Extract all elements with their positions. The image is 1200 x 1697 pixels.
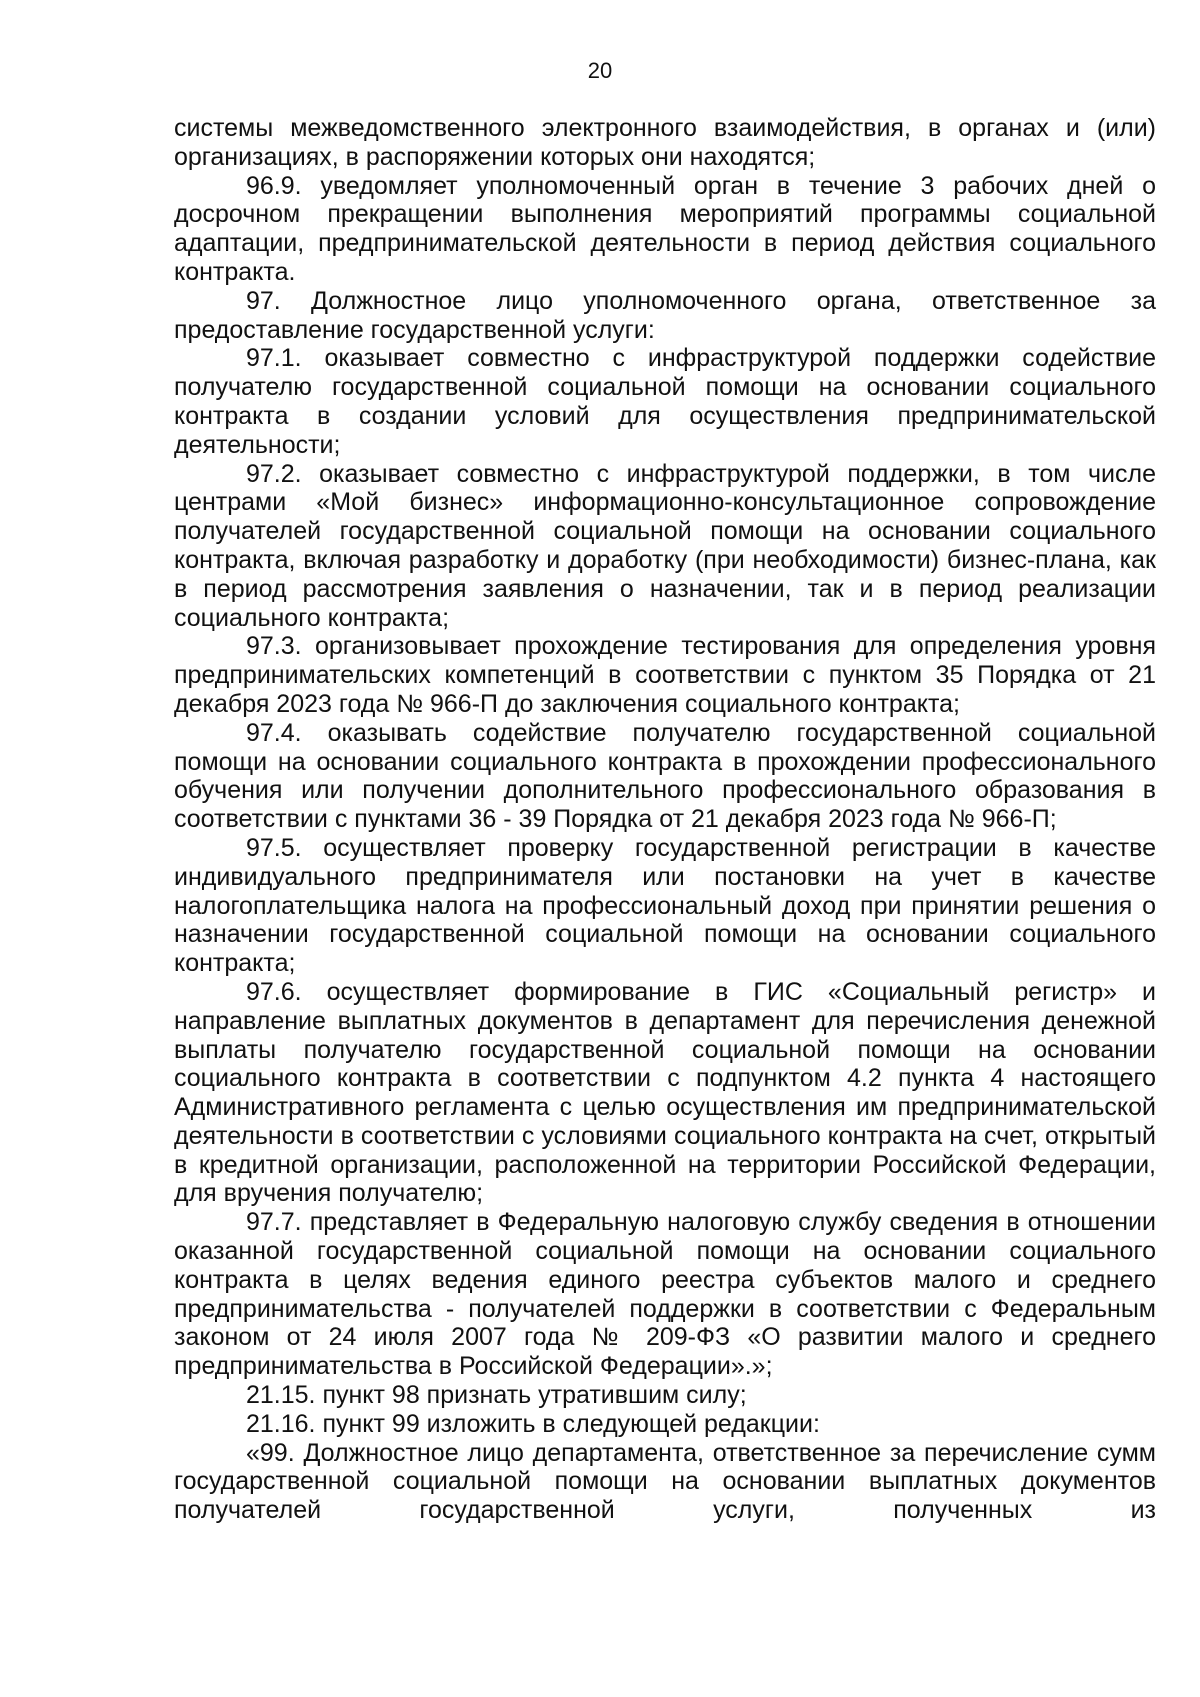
paragraph-97: 97. Должностное лицо уполномоченного органа, ответственное за предоставление государственной услуги: [174,286,1156,344]
page-number: 20 [587,58,613,83]
paragraph-97-3: 97.3. организовывает прохождение тестирования для определения уровня предпринимательских компетенций в соответствии с пунктом 35 Порядка от 21 декабря 2023 года № 966-П до заключения социального контракта; [174,632,1156,718]
paragraph-97-6: 97.6. осуществляет формирование в ГИС «Социальный регистр» и направление выплатных документов в департамент для перечисления денежной выплаты получателю государственной социальной помощи на основании социального контракта в соответствии с подпунктом 4.2 пункта 4 настоящего Административного регламента с целью осуществления им предпринимательской деятельности в соответствии с условиями социального контракта на счет, открытый в кредитной организации, расположенной на территории Российской Федерации, для вручения получателю; [174,977,1156,1208]
paragraph-97-4: 97.4. оказывать содействие получателю государственной социальной помощи на основании социального контракта в прохождении профессионального обучения или получении дополнительного профессионального образования в соответствии с пунктами 36 - 39 Порядка от 21 декабря 2023 года № 966-П; [174,718,1156,834]
paragraph-21-16: 21.16. пункт 99 изложить в следующей редакции: [246,1409,820,1438]
paragraph-99: «99. Должностное лицо департамента, ответственное за перечисление сумм государственной социальной помощи на основании выплатных документов получателей государственной услуги, полученных из [174,1438,1156,1525]
paragraph-97-7: 97.7. представляет в Федеральную налоговую службу сведения в отношении оказанной государственной социальной помощи на основании социального контракта в целях ведения единого реестра субъектов малого и среднего предпринимательства - получателей поддержки в соответствии с Федеральным законом от 24 июля 2007 года № 209-ФЗ «О развитии малого и среднего предпринимательства в Российской Федерации».»; [174,1208,1156,1381]
document-body [174,114,1156,1525]
paragraph-21-15: 21.15. пункт 98 признать утратившим силу; [246,1381,747,1410]
paragraph-97-2: 97.2. оказывает совместно с инфраструктурой поддержки, в том числе центрами «Мой бизнес» информационно-консультационное сопровождение получателей государственной социальной помощи на основании социального контракта, включая разработку и доработку (при необходимости) бизнес-плана, как в период рассмотрения заявления о назначении, так и в период реализации социального контракта; [174,459,1156,632]
paragraph-continuation: системы межведомственного электронного взаимодействия, в органах и (или) организациях, в распоряжении которых они находятся; [174,114,1156,171]
paragraph-97-5: 97.5. осуществляет проверку государственной регистрации в качестве индивидуального предпринимателя или постановки на учет в качестве налогоплательщика налога на профессиональный доход при принятии решения о назначении государственной социальной помощи на основании социального контракта; [174,833,1156,978]
paragraph-96-9: 96.9. уведомляет уполномоченный орган в течение 3 рабочих дней о досрочном прекращении выполнения мероприятий программы социальной адаптации, предпринимательской деятельности в период действия социального контракта. [174,171,1156,286]
paragraph-97-1: 97.1. оказывает совместно с инфраструктурой поддержки содействие получателю государственной социальной помощи на основании социального контракта в создании условий для осуществления предпринимательской деятельности; [174,344,1156,459]
